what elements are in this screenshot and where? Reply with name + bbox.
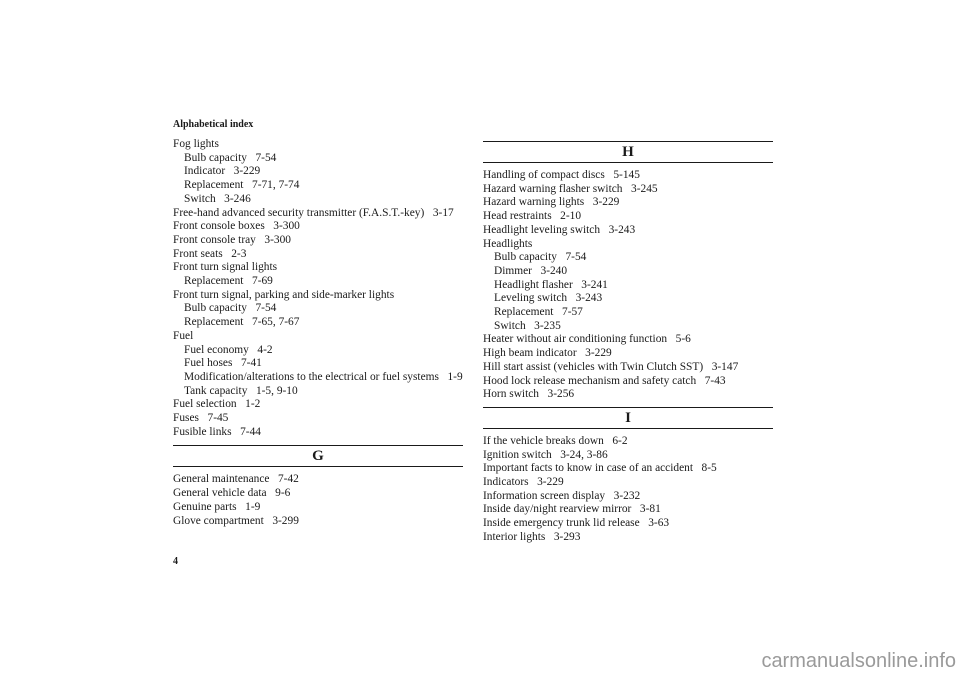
index-entry: Front turn signal, parking and side-marker lights (173, 288, 395, 301)
page-number: 4 (173, 556, 178, 567)
index-subentry: Indicator 3-229 (184, 165, 261, 178)
watermark: carmanualsonline.info (761, 650, 956, 672)
index-subentry: Replacement 7-69 (184, 275, 273, 288)
index-entry: Information screen display 3-232 (483, 489, 641, 502)
index-entry: Handling of compact discs 5-145 (483, 169, 640, 181)
index-entry: Inside day/night rearview mirror 3-81 (483, 503, 661, 516)
index-subentry: Fuel hoses 7-41 (184, 357, 262, 370)
index-entry: Front console tray 3-300 (173, 233, 291, 246)
index-subentry: Replacement 7-57 (494, 306, 583, 319)
index-entry: Indicators 3-229 (483, 476, 564, 489)
index-entry: Fuel (173, 329, 194, 342)
index-entry: Head restraints 2-10 (483, 210, 582, 223)
page-header-title: Alphabetical index (173, 119, 254, 130)
index-subentry: Fuel economy 4-2 (184, 343, 273, 356)
index-subentry: Replacement 7-71, 7-74 (184, 179, 300, 192)
index-entry: Front seats 2-3 (173, 247, 247, 260)
index-entry: Genuine parts 1-9 (173, 500, 261, 513)
index-entry: Heater without air conditioning function 5-6 (483, 333, 691, 346)
index-subentry: Bulb capacity 7-54 (494, 251, 587, 264)
index-subentry: Leveling switch 3-243 (494, 292, 603, 305)
index-subentry: Switch 3-246 (184, 192, 251, 205)
index-entry: Fusible links 7-44 (173, 425, 261, 438)
index-column-left (173, 138, 463, 528)
index-entry: Interior lights 3-293 (483, 530, 581, 543)
index-subentry: Bulb capacity 7-54 (184, 302, 277, 315)
index-entry: General vehicle data 9-6 (173, 487, 291, 500)
section-letter-g: G (173, 445, 463, 467)
index-entry: Free-hand advanced security transmitter (F.A.S.T.-key) 3-17 (173, 206, 454, 219)
index-entry: Headlight leveling switch 3-243 (483, 223, 636, 236)
index-subentry: Headlight flasher 3-241 (494, 278, 608, 291)
section-letter-i: I (483, 407, 773, 429)
index-entry: Inside emergency trunk lid release 3-63 (483, 517, 670, 530)
index-entry: If the vehicle breaks down 6-2 (483, 434, 628, 447)
index-entry: Fuses 7-45 (173, 412, 229, 425)
index-entry: Fog lights (173, 138, 219, 150)
index-entry: Hill start assist (vehicles with Twin Clutch SST) 3-147 (483, 360, 739, 373)
index-subentry: Switch 3-235 (494, 319, 561, 332)
index-subentry: Modification/alterations to the electrical or fuel systems 1-9 (184, 370, 463, 383)
index-entry: Important facts to know in case of an accident 8-5 (483, 462, 717, 475)
index-entry: Headlights (483, 237, 533, 250)
index-subentry: Bulb capacity 7-54 (184, 151, 277, 164)
index-entry: Glove compartment 3-299 (173, 514, 299, 527)
index-entry: Ignition switch 3-24, 3-86 (483, 448, 608, 461)
index-entry: Front console boxes 3-300 (173, 220, 300, 233)
section-letter-h: H (483, 141, 773, 163)
index-entry: Hazard warning lights 3-229 (483, 196, 620, 209)
index-subentry: Replacement 7-65, 7-67 (184, 316, 300, 329)
index-entry: General maintenance 7-42 (173, 473, 299, 486)
index-entry: High beam indicator 3-229 (483, 347, 612, 360)
index-entry: Fuel selection 1-2 (173, 398, 261, 411)
index-entry: Hood lock release mechanism and safety catch 7-43 (483, 374, 726, 387)
index-entry: Hazard warning flasher switch 3-245 (483, 182, 658, 195)
index-entry: Horn switch 3-256 (483, 388, 575, 401)
index-column-right (483, 141, 773, 545)
index-entry: Front turn signal lights (173, 261, 278, 274)
index-subentry: Tank capacity 1-5, 9-10 (184, 384, 298, 397)
index-subentry: Dimmer 3-240 (494, 264, 568, 277)
